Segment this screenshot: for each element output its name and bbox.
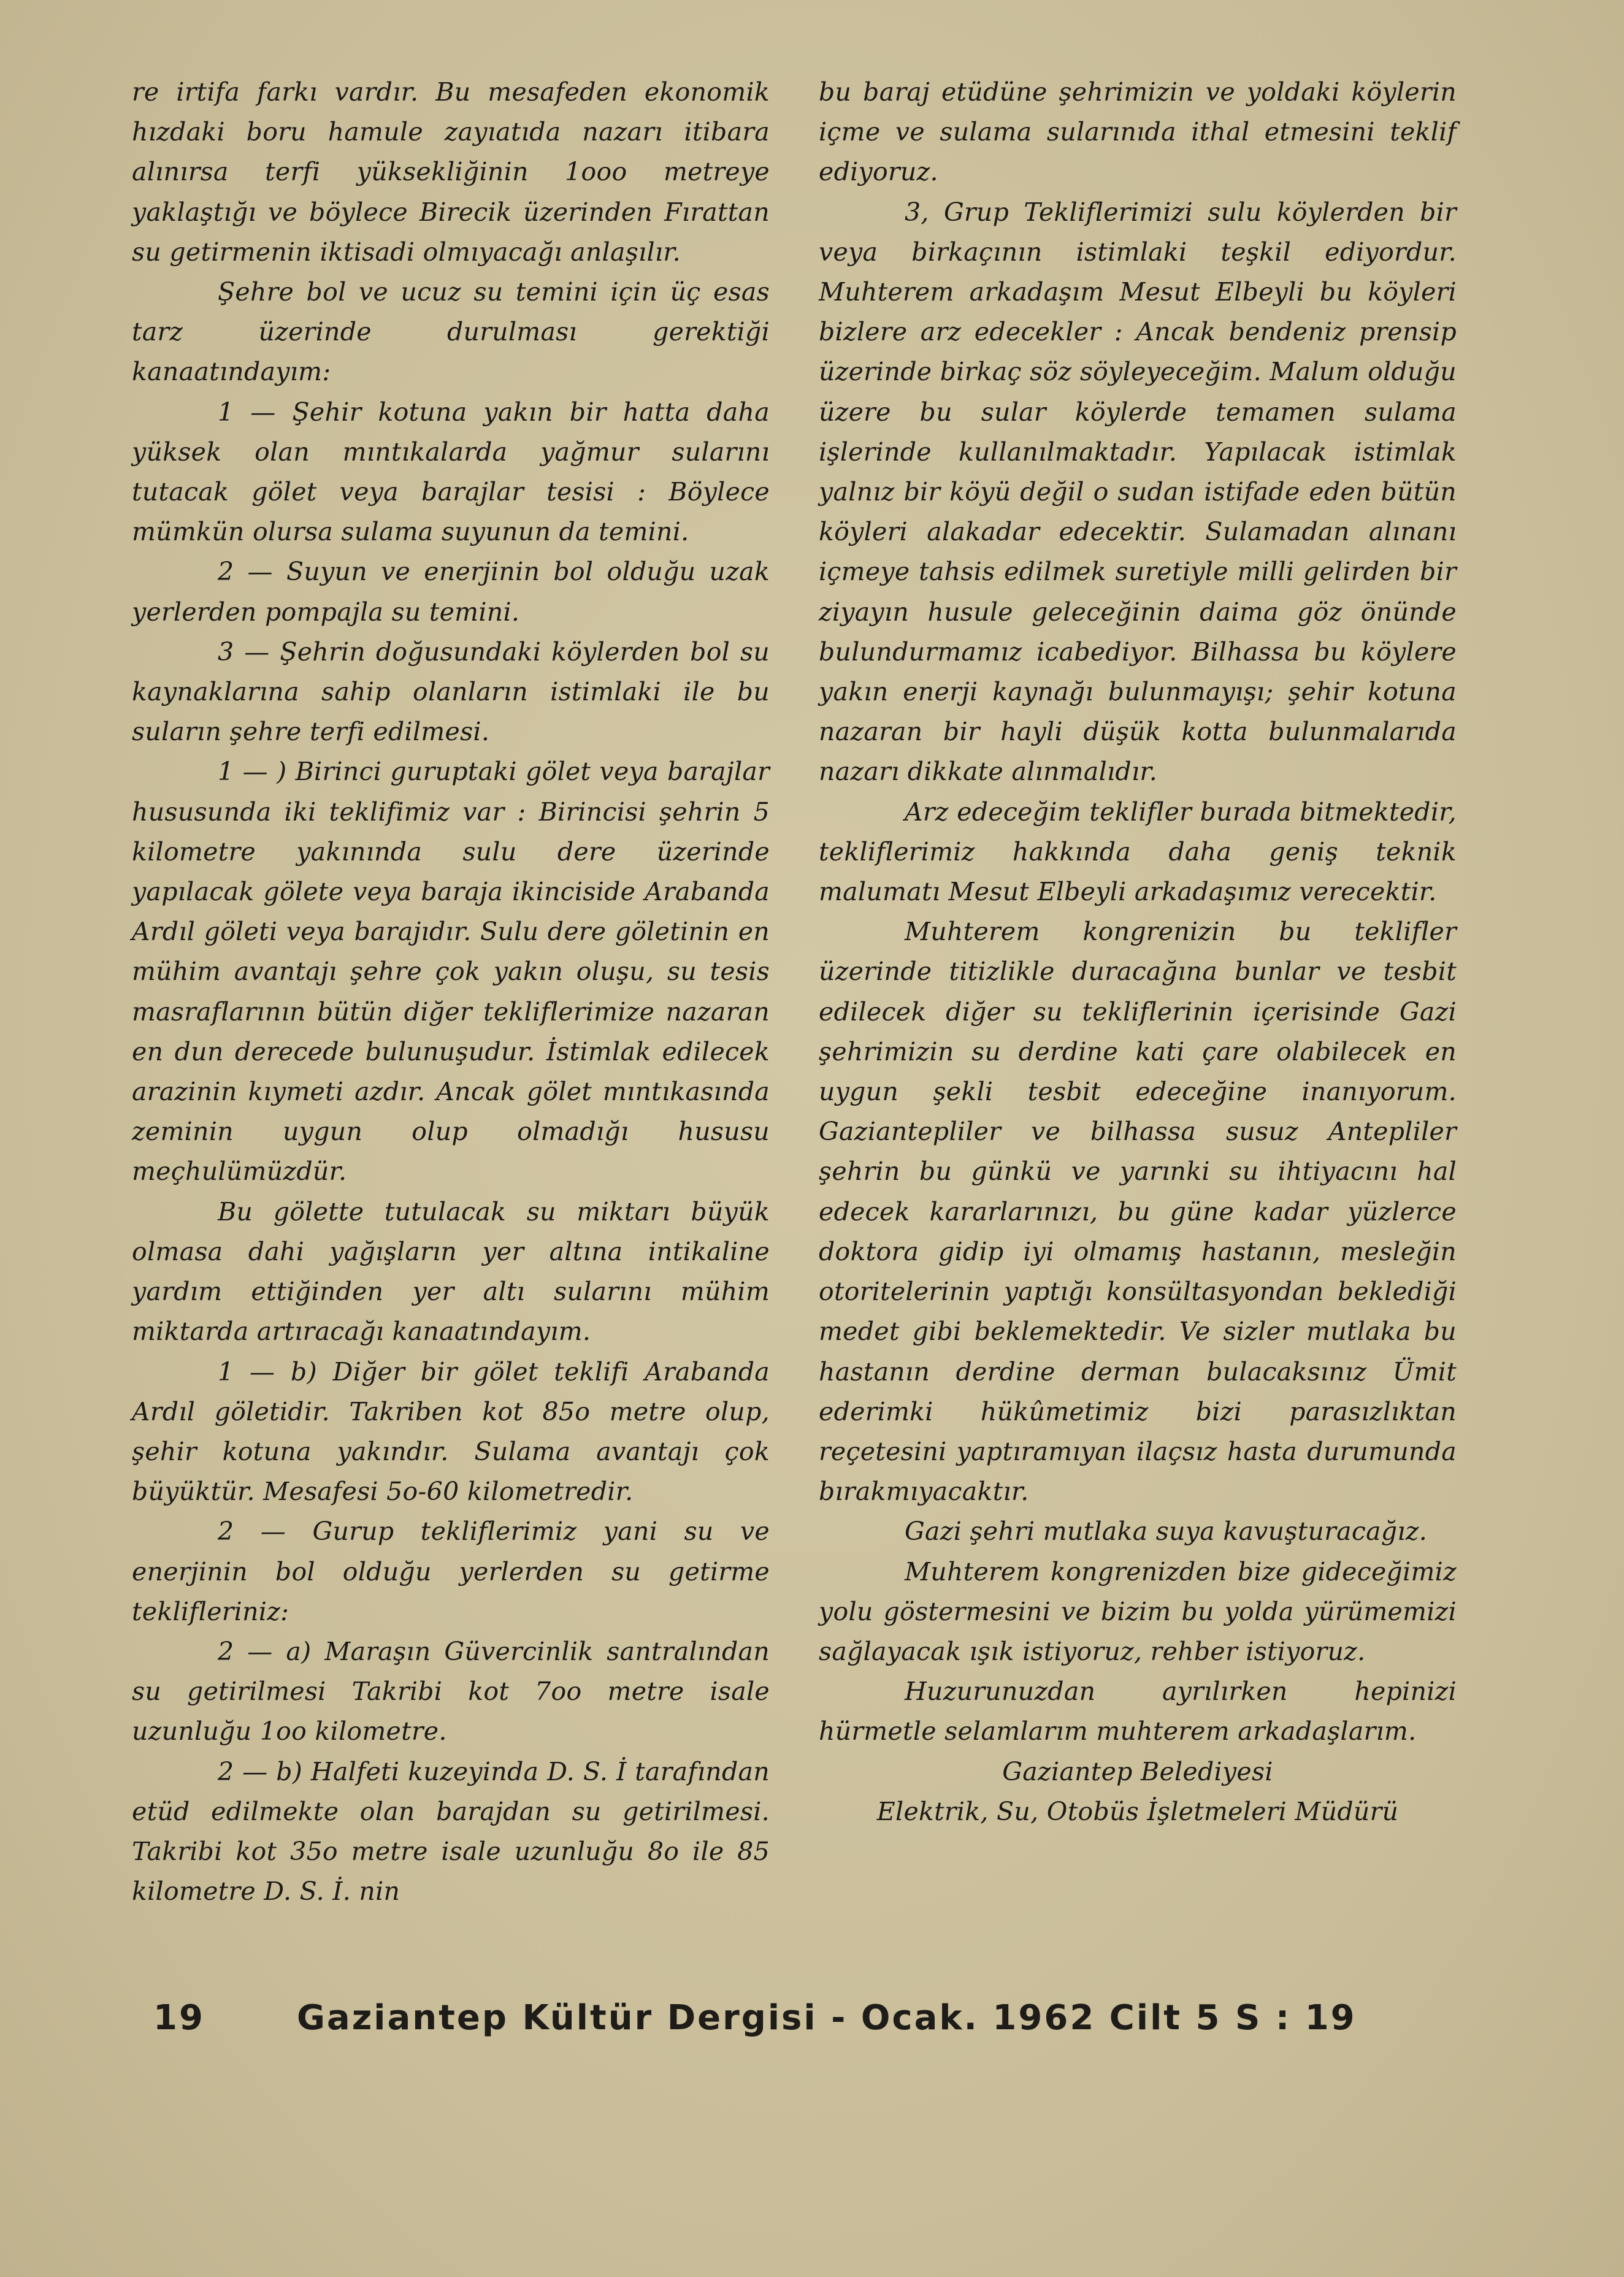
paragraph: Gazi şehri mutlaka suya kavuşturacağız. — [905, 1517, 1428, 1547]
page-number: 19 — [153, 1998, 205, 2038]
paragraph: re irtifa farkı vardır. Bu mesafeden ekonomik hızdaki boru hamule zayıatıda nazarı itibara alınırsa terfi yüksekliğinin 1ooo metreye yaklaştığı ve böylece Birecik üzerinden Fırattan su getirmenin iktisadi olmıyacağı anlaşılır. — [132, 77, 770, 267]
paragraph: 2 — a) Maraşın Güvercinlik santralından su getirilmesi Takribi kot 7oo metre isale uzunluğu 1oo kilometre. — [132, 1636, 770, 1747]
left-text-column — [132, 72, 770, 1912]
paragraph: 1 — Şehir kotuna yakın bir hatta daha yüksek olan mıntıkalarda yağmur sularını tutacak gölet veya barajlar tesisi : Böylece mümkün olursa sulama suyunun da temini. — [132, 397, 770, 547]
paragraph: 2 — Suyun ve enerjinin bol olduğu uzak yerlerden pompajla su temini. — [132, 557, 770, 627]
paragraph: bu baraj etüdüne şehrimizin ve yoldaki köylerin içme ve sulama sularınıda ithal etmesini teklif ediyoruz. — [819, 77, 1457, 187]
paragraph: 3, Grup Tekliflerimizi sulu köylerden bir veya birkaçının istimlaki teşkil ediyordur. Muhterem arkadaşım Mesut Elbeyli bu köyleri bizlere arz edecekler : Ancak bendeniz prensip üzerinde birkaç söz söyleyeceğim. Malum olduğu üzere bu sular köylerde temamen sulama işlerinde kullanılmaktadır. Yapılacak istimlak yalnız bir köyü değil o sudan istifade eden bütün köyleri alakadar edecektir. Sulamadan alınanı içmeye tahsis edilmek suretiyle milli gelirden bir ziyayın husule geleceğinin daima göz önünde bulundurmamız icabediyor. Bilhassa bu köylere yakın enerji kaynağı bulunmayışı; şehir kotuna nazaran bir hayli düşük kotta bulunmalarıda nazarı dikkate alınmalıdır. — [819, 197, 1457, 787]
signature-line-1: Gaziantep Belediyesi — [1002, 1756, 1273, 1786]
paragraph: Şehre bol ve ucuz su temini için üç esas tarz üzerinde durulması gerektiği kanaatındayım: — [132, 277, 770, 387]
paragraph: Arz edeceğim teklifler burada bitmektedir, tekliflerimiz hakkında daha geniş teknik malumatı Mesut Elbeyli arkadaşımız verecektir. — [819, 797, 1457, 907]
journal-citation: Gaziantep Kültür Dergisi - Ocak. 1962 Cilt 5 S : 19 — [296, 1998, 1357, 2038]
paragraph: Bu gölette tutulacak su miktarı büyük olmasa dahi yağışların yer altına intikaline yardım ettiğinden yer altı sularını mühim miktarda artıracağı kanaatındayım. — [132, 1196, 770, 1347]
paragraph: 2 — b) Halfeti kuzeyinda D. S. İ tarafından etüd edilmekte olan barajdan su getirilmesi. Takribi kot 35o metre isale uzunluğu 8o ile 85 kilometre D. S. İ. nin — [132, 1756, 770, 1907]
paragraph: 3 — Şehrin doğusundaki köylerden bol su kaynaklarına sahip olanların istimlaki ile bu suların şehre terfi edilmesi. — [132, 637, 770, 747]
signature-line-2: Elektrik, Su, Otobüs İşletmeleri Müdürü — [876, 1796, 1399, 1826]
paragraph: 1 — ) Birinci guruptaki gölet veya barajlar hususunda iki teklifimiz var : Birincisi şehrin 5 kilometre yakınında sulu dere üzerinde yapılacak gölete veya baraja ikinciside Arabanda Ardıl göleti veya barajıdır. Sulu dere göletinin en mühim avantajı şehre çok yakın oluşu, su tesis masraflarının bütün diğer tekliflerimize nazaran en dun derecede bulunuşudur. İstimlak edilecek arazinin kıymeti azdır. Ancak gölet mıntıkasında zeminin uygun olup olmadığı hususu meçhulümüzdür. — [132, 757, 770, 1187]
paragraph: 1 — b) Diğer bir gölet teklifi Arabanda Ardıl göletidir. Takriben kot 85o metre olup, şehir kotuna yakındır. Sulama avantajı çok büyüktür. Mesafesi 5o-60 kilometredir. — [132, 1357, 770, 1507]
page-footer — [153, 1998, 1447, 2038]
paragraph: Muhterem kongrenizden bize gideceğimiz yolu göstermesini ve bizim bu yolda yürümemizi sağlayacak ışık istiyoruz, rehber istiyoruz. — [819, 1556, 1457, 1666]
right-text-column — [819, 72, 1457, 1832]
paragraph: Muhterem kongrenizin bu teklifler üzerinde titizlikle duracağına bunlar ve tesbit edilecek diğer su tekliflerinin içerisinde Gazi şehrimizin su derdine kati çare olabilecek en uygun şekli tesbit edeceğine inanıyorum. Gaziantepliler ve bilhassa susuz Antepliler şehrin bu günkü ve yarınki su ihtiyacını hal edecek kararlarınızı, bu güne kadar yüzlerce doktora gidip iyi olmamış hastanın, mesleğin otoritelerinin yaptığı konsültasyondan beklediği medet gibi beklemektedir. Ve sizler mutlaka bu hastanın derdine derman bulacaksınız Ümit ederimki hükûmetimiz bizi parasızlıktan reçetesini yaptıramıyan ilaçsız hasta durumunda bırakmıyacaktır. — [819, 917, 1457, 1507]
paragraph: Huzurunuzdan ayrılırken hepinizi hürmetle selamlarım muhterem arkadaşlarım. — [819, 1677, 1457, 1747]
paragraph: 2 — Gurup tekliflerimiz yani su ve enerjinin bol olduğu yerlerden su getirme teklifleriniz: — [132, 1517, 770, 1626]
